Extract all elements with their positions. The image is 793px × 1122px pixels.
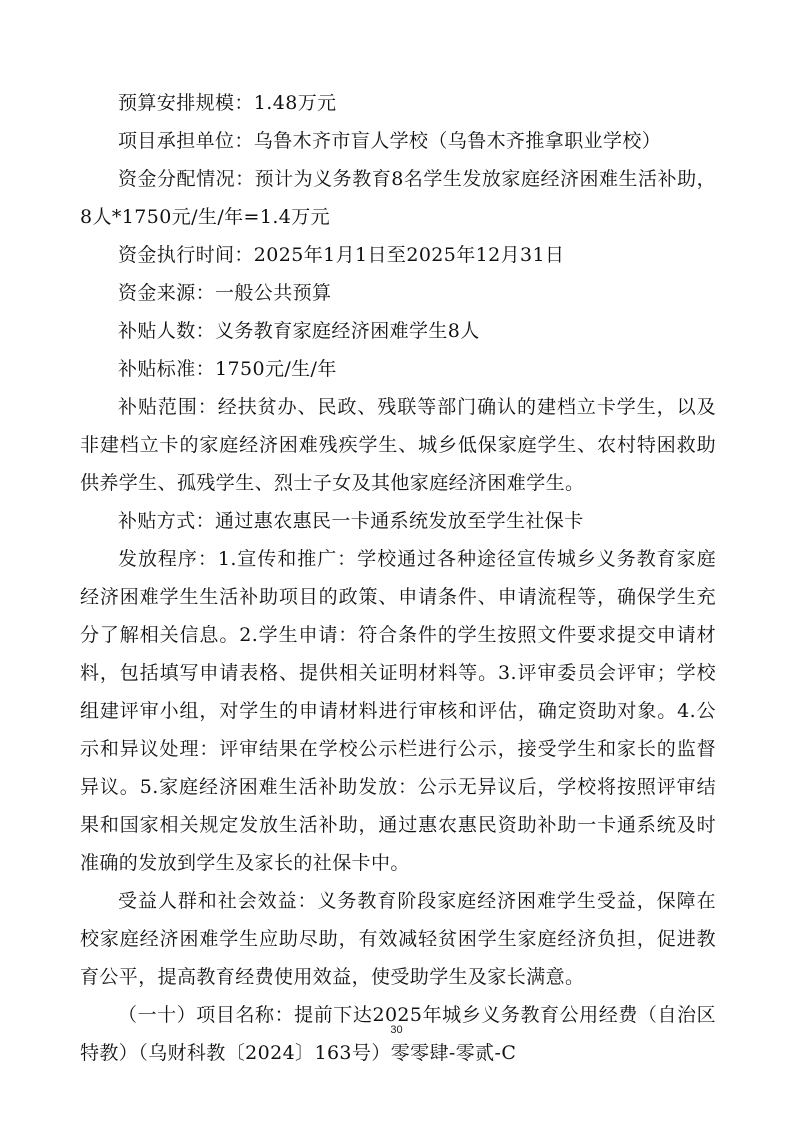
page-number: 30 xyxy=(390,1024,403,1036)
document-body xyxy=(80,84,716,1072)
undertaking-unit-paragraph: 项目承担单位：乌鲁木齐市盲人学校（乌鲁木齐推拿职业学校） xyxy=(118,130,662,152)
execution-time-paragraph: 资金执行时间：2025年1月1日至2025年12月31日 xyxy=(118,244,565,266)
subsidy-count-paragraph: 补贴人数：义务教育家庭经济困难学生8人 xyxy=(118,320,480,342)
budget-scale-paragraph: 预算安排规模：1.48万元 xyxy=(118,92,337,114)
project-name-heading: （一十）项目名称：提前下达2025年城乡义务教育公用经费（自治区特教）（乌财科教〔2024〕163号）零零肆-零贰-C xyxy=(80,1004,716,1064)
fund-allocation-paragraph: 资金分配情况：预计为义务教育8名学生发放家庭经济困难生活补助，8人*1750元/生/年=1.4万元 xyxy=(80,168,716,228)
subsidy-standard-paragraph: 补贴标准：1750元/生/年 xyxy=(118,358,337,380)
subsidy-method-paragraph: 补贴方式：通过惠农惠民一卡通系统发放至学生社保卡 xyxy=(118,510,584,532)
distribution-procedure-paragraph: 发放程序：1.宣传和推广：学校通过各种途径宣传城乡义务教育家庭经济困难学生生活补助项目的政策、申请条件、申请流程等，确保学生充分了解相关信息。2.学生申请：符合条件的学生按照文件要求提交申请材料，包括填写申请表格、提供相关证明材料等。3.评审委员会评审；学校组建评审小组，对学生的申请材料进行审核和评估，确定资助对象。4.公示和异议处理：评审结果在学校公示栏进行公示，接受学生和家长的监督异议。5.家庭经济困难生活补助发放：公示无异议后，学校将按照评审结果和国家相关规定发放生活补助，通过惠农惠民资助补助一卡通系统及时准确的发放到学生及家长的社保卡中。 xyxy=(80,548,716,874)
subsidy-scope-paragraph: 补贴范围：经扶贫办、民政、残联等部门确认的建档立卡学生，以及非建档立卡的家庭经济困难残疾学生、城乡低保家庭学生、农村特困救助供养学生、孤残学生、烈士子女及其他家庭经济困难学生。 xyxy=(80,396,716,494)
beneficiaries-paragraph: 受益人群和社会效益：义务教育阶段家庭经济困难学生受益，保障在校家庭经济困难学生应助尽助，有效减轻贫困学生家庭经济负担，促进教育公平，提高教育经费使用效益，使受助学生及家长满意。 xyxy=(80,890,716,988)
fund-source-paragraph: 资金来源：一般公共预算 xyxy=(118,282,332,304)
